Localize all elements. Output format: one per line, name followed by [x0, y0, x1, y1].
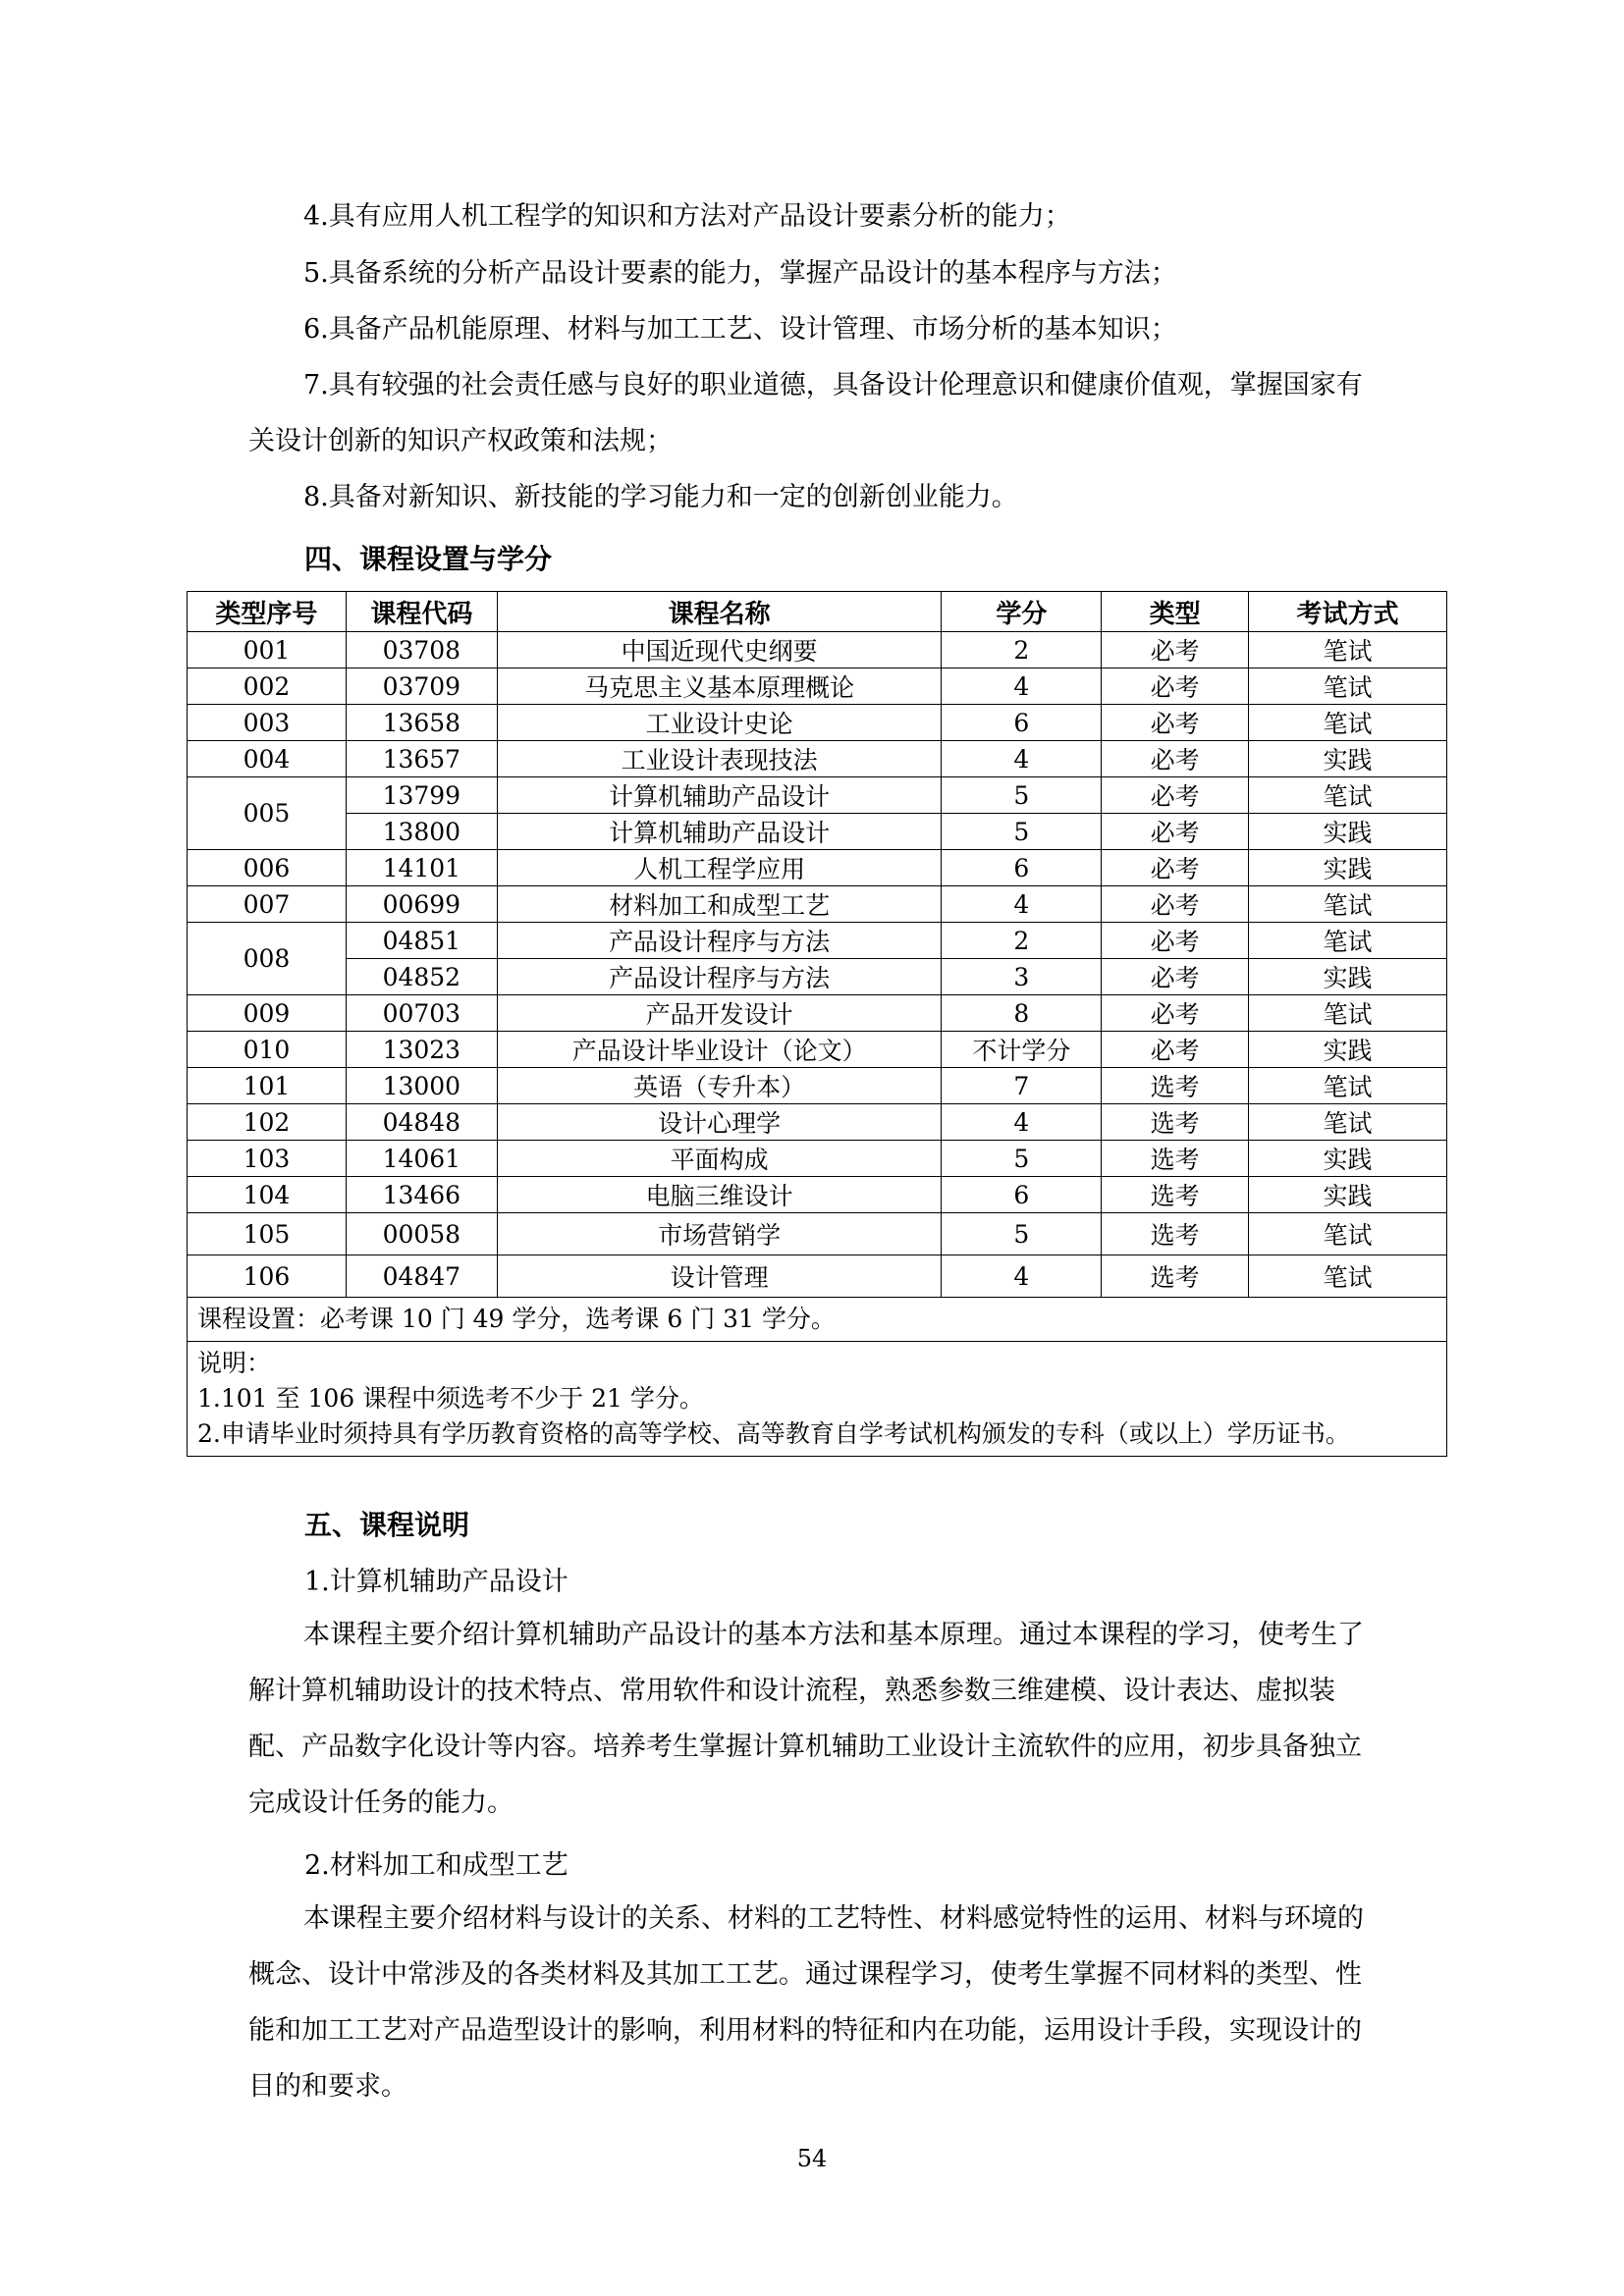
table-row — [188, 1177, 1447, 1213]
note-item: 2.申请毕业时须持具有学历教育资格的高等学校、高等教育自学考试机构颁发的专科（或以上）学历证书。 — [197, 1419, 1350, 1448]
cell-exam: 笔试 — [1249, 705, 1447, 741]
cell-name: 产品设计毕业设计（论文） — [497, 1032, 942, 1068]
header-credit: 学分 — [942, 592, 1102, 632]
cell-exam: 笔试 — [1249, 995, 1447, 1032]
table-row — [188, 668, 1447, 705]
cell-code: 14061 — [346, 1141, 497, 1177]
table-row — [188, 1141, 1447, 1177]
cell-name: 设计心理学 — [497, 1104, 942, 1141]
header-exam: 考试方式 — [1249, 592, 1447, 632]
cell-seq: 005 — [188, 777, 347, 850]
table-row — [188, 741, 1447, 777]
cell-type: 必考 — [1102, 995, 1249, 1032]
cell-exam: 笔试 — [1249, 632, 1447, 668]
cell-credit: 6 — [942, 850, 1102, 886]
cell-exam: 笔试 — [1249, 668, 1447, 705]
table-row — [188, 1213, 1447, 1255]
cell-type: 必考 — [1102, 850, 1249, 886]
notes-title: 说明： — [197, 1349, 272, 1377]
cell-exam: 笔试 — [1249, 923, 1447, 959]
cell-name: 工业设计表现技法 — [497, 741, 942, 777]
cell-name: 产品设计程序与方法 — [497, 959, 942, 995]
cell-name: 计算机辅助产品设计 — [497, 814, 942, 850]
table-row — [188, 1068, 1447, 1104]
cell-exam: 实践 — [1249, 959, 1447, 995]
cell-credit: 4 — [942, 1255, 1102, 1298]
cell-exam: 笔试 — [1249, 886, 1447, 923]
cell-name: 工业设计史论 — [497, 705, 942, 741]
ability-item-8: 8.具备对新知识、新技能的学习能力和一定的创新创业能力。 — [303, 482, 1018, 512]
cell-credit: 5 — [942, 814, 1102, 850]
cell-seq: 001 — [188, 632, 347, 668]
cell-code: 04852 — [346, 959, 497, 995]
cell-type: 选考 — [1102, 1177, 1249, 1213]
cell-exam: 笔试 — [1249, 777, 1447, 814]
table-row — [188, 1104, 1447, 1141]
cell-exam: 实践 — [1249, 850, 1447, 886]
cell-name: 中国近现代史纲要 — [497, 632, 942, 668]
cell-code: 04847 — [346, 1255, 497, 1298]
cell-exam: 笔试 — [1249, 1213, 1447, 1255]
cell-exam: 笔试 — [1249, 1104, 1447, 1141]
cell-code: 14101 — [346, 850, 497, 886]
table-notes — [188, 1342, 1447, 1457]
cell-name: 英语（专升本） — [497, 1068, 942, 1104]
table-notes-row — [188, 1342, 1447, 1457]
table-row — [188, 777, 1447, 814]
table-row — [188, 1255, 1447, 1298]
cell-type: 必考 — [1102, 1032, 1249, 1068]
cell-seq: 006 — [188, 850, 347, 886]
table-row — [188, 1032, 1447, 1068]
cell-type: 必考 — [1102, 814, 1249, 850]
page-number: 54 — [796, 2145, 828, 2172]
cell-name: 电脑三维设计 — [497, 1177, 942, 1213]
cell-type: 必考 — [1102, 886, 1249, 923]
course-summary: 课程设置：必考课 10 门 49 学分，选考课 6 门 31 学分。 — [188, 1298, 1447, 1342]
cell-name: 设计管理 — [497, 1255, 942, 1298]
table-row — [188, 705, 1447, 741]
cell-code: 03708 — [346, 632, 497, 668]
cell-credit: 3 — [942, 959, 1102, 995]
cell-seq: 004 — [188, 741, 347, 777]
cell-code: 03709 — [346, 668, 497, 705]
cell-type: 选考 — [1102, 1141, 1249, 1177]
cell-credit: 8 — [942, 995, 1102, 1032]
course-title-1: 1.计算机辅助产品设计 — [304, 1567, 568, 1597]
cell-seq: 103 — [188, 1141, 347, 1177]
cell-code: 13800 — [346, 814, 497, 850]
table-row — [188, 850, 1447, 886]
cell-seq: 101 — [188, 1068, 347, 1104]
cell-type: 必考 — [1102, 741, 1249, 777]
cell-name: 平面构成 — [497, 1141, 942, 1177]
cell-type: 必考 — [1102, 632, 1249, 668]
cell-type: 选考 — [1102, 1213, 1249, 1255]
cell-code: 13658 — [346, 705, 497, 741]
cell-type: 选考 — [1102, 1255, 1249, 1298]
cell-credit: 5 — [942, 1213, 1102, 1255]
table-row — [188, 995, 1447, 1032]
cell-credit: 4 — [942, 741, 1102, 777]
cell-credit: 4 — [942, 886, 1102, 923]
cell-seq: 009 — [188, 995, 347, 1032]
cell-credit: 6 — [942, 1177, 1102, 1213]
cell-type: 必考 — [1102, 959, 1249, 995]
ability-item-6: 6.具备产品机能原理、材料与加工工艺、设计管理、市场分析的基本知识； — [303, 314, 1177, 345]
cell-name: 人机工程学应用 — [497, 850, 942, 886]
cell-name: 材料加工和成型工艺 — [497, 886, 942, 923]
cell-seq: 105 — [188, 1213, 347, 1255]
course-title-2: 2.材料加工和成型工艺 — [304, 1850, 568, 1881]
cell-seq: 002 — [188, 668, 347, 705]
cell-code: 13000 — [346, 1068, 497, 1104]
section-heading-course-description: 五、课程说明 — [304, 1509, 470, 1541]
cell-exam: 实践 — [1249, 1141, 1447, 1177]
table-summary-row — [188, 1298, 1447, 1342]
cell-seq: 104 — [188, 1177, 347, 1213]
cell-code: 13023 — [346, 1032, 497, 1068]
cell-exam: 实践 — [1249, 814, 1447, 850]
cell-credit: 2 — [942, 923, 1102, 959]
cell-exam: 笔试 — [1249, 1068, 1447, 1104]
cell-name: 市场营销学 — [497, 1213, 942, 1255]
cell-name: 产品开发设计 — [497, 995, 942, 1032]
cell-credit: 7 — [942, 1068, 1102, 1104]
cell-credit: 5 — [942, 1141, 1102, 1177]
cell-seq: 008 — [188, 923, 347, 995]
header-type: 类型 — [1102, 592, 1249, 632]
cell-code: 00703 — [346, 995, 497, 1032]
cell-type: 选考 — [1102, 1104, 1249, 1141]
cell-code: 00699 — [346, 886, 497, 923]
header-name: 课程名称 — [497, 592, 942, 632]
ability-item-5: 5.具备系统的分析产品设计要素的能力，掌握产品设计的基本程序与方法； — [303, 258, 1177, 289]
ability-item-4: 4.具有应用人机工程学的知识和方法对产品设计要素分析的能力； — [303, 201, 1071, 232]
cell-credit: 4 — [942, 1104, 1102, 1141]
cell-credit: 不计学分 — [942, 1032, 1102, 1068]
table-row — [188, 886, 1447, 923]
cell-credit: 5 — [942, 777, 1102, 814]
cell-seq: 010 — [188, 1032, 347, 1068]
cell-name: 产品设计程序与方法 — [497, 923, 942, 959]
cell-code: 04848 — [346, 1104, 497, 1141]
cell-exam: 实践 — [1249, 1177, 1447, 1213]
cell-type: 必考 — [1102, 923, 1249, 959]
cell-seq: 003 — [188, 705, 347, 741]
cell-type: 必考 — [1102, 705, 1249, 741]
table-row — [188, 923, 1447, 959]
cell-name: 马克思主义基本原理概论 — [497, 668, 942, 705]
course-description-2: 本课程主要介绍材料与设计的关系、材料的工艺特性、材料感觉特性的运用、材料与环境的概念、设计中常涉及的各类材料及其加工工艺。通过课程学习，使考生掌握不同材料的类型、性能和加工工艺对产品造型设计的影响，利用材料的特征和内在功能，运用设计手段，实现设计的目的和要求。 — [248, 1903, 1364, 2102]
cell-exam: 笔试 — [1249, 1255, 1447, 1298]
cell-exam: 实践 — [1249, 741, 1447, 777]
table-row — [188, 632, 1447, 668]
table-row — [188, 814, 1447, 850]
course-description-1: 本课程主要介绍计算机辅助产品设计的基本方法和基本原理。通过本课程的学习，使考生了解计算机辅助设计的技术特点、常用软件和设计流程，熟悉参数三维建模、设计表达、虚拟装配、产品数字化设计等内容。培养考生掌握计算机辅助工业设计主流软件的应用，初步具备独立完成设计任务的能力。 — [248, 1620, 1364, 1818]
cell-code: 13799 — [346, 777, 497, 814]
section-heading-course-settings: 四、课程设置与学分 — [304, 543, 553, 575]
cell-type: 必考 — [1102, 777, 1249, 814]
cell-exam: 实践 — [1249, 1032, 1447, 1068]
table-row — [188, 959, 1447, 995]
cell-code: 13657 — [346, 741, 497, 777]
cell-seq: 007 — [188, 886, 347, 923]
cell-type: 选考 — [1102, 1068, 1249, 1104]
cell-code: 04851 — [346, 923, 497, 959]
cell-credit: 4 — [942, 668, 1102, 705]
note-item: 1.101 至 106 课程中须选考不少于 21 学分。 — [197, 1384, 704, 1413]
cell-code: 00058 — [346, 1213, 497, 1255]
cell-name: 计算机辅助产品设计 — [497, 777, 942, 814]
cell-credit: 6 — [942, 705, 1102, 741]
cell-seq: 102 — [188, 1104, 347, 1141]
course-table — [187, 591, 1447, 1457]
cell-type: 必考 — [1102, 668, 1249, 705]
cell-credit: 2 — [942, 632, 1102, 668]
ability-item-7: 7.具有较强的社会责任感与良好的职业道德，具备设计伦理意识和健康价值观，掌握国家有关设计创新的知识产权政策和法规； — [248, 370, 1363, 456]
table-header-row — [188, 592, 1447, 632]
cell-seq: 106 — [188, 1255, 347, 1298]
header-code: 课程代码 — [346, 592, 497, 632]
header-seq: 类型序号 — [188, 592, 347, 632]
cell-code: 13466 — [346, 1177, 497, 1213]
